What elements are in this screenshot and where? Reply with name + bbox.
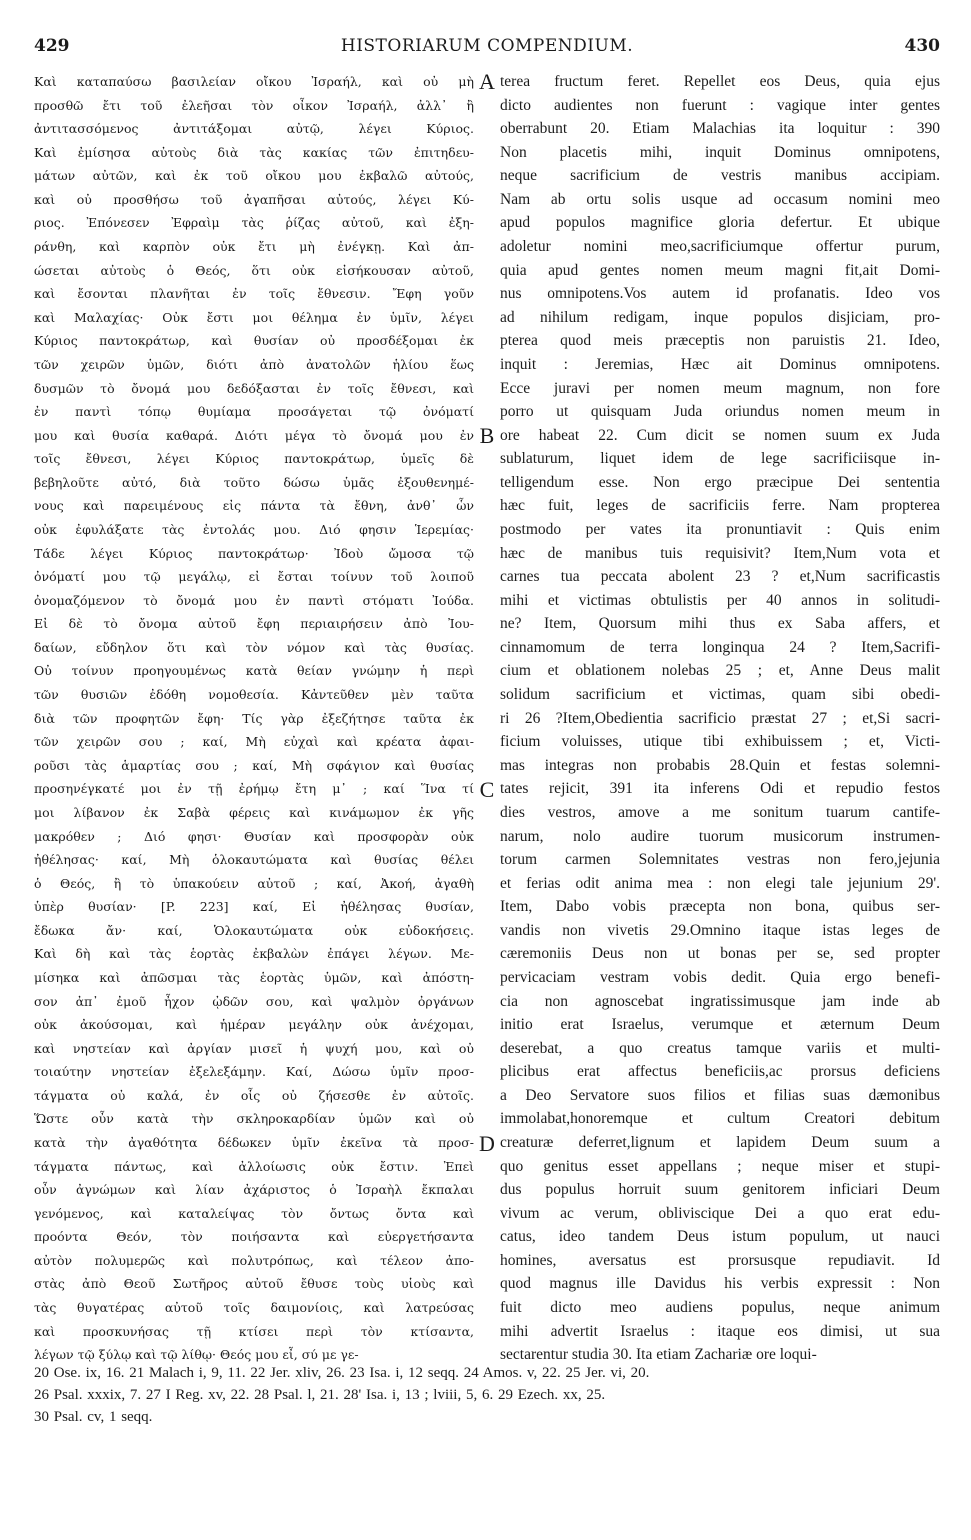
greek-text-line: τὰς θυγατέρας αὐτοῦ τοῖς δαιμονίοις, καὶ λατρεύσας	[34, 1300, 474, 1316]
latin-text-line: dies vestros, amove a me sonitum tuarum cantife-	[500, 803, 940, 821]
greek-text-line: μου καὶ θυσία καθαρά. Διότι μέγα τὸ ὄνομά μου ἐν	[34, 427, 474, 443]
latin-text-line: cium et oblationem nolebas 25 ; et, Anne Deus malit	[500, 662, 940, 680]
latin-text-line: plicibus erat affectus beneficiis,ac prorsus deficiens	[500, 1063, 940, 1081]
greek-text-line: οὐκ ἐφυλάξατε τὰς ἐντολάς μου. Διό φησιν Ἱερεμίας·	[34, 521, 474, 537]
latin-text-line: sublaturum, liquet idem de lege sacrificiisque in-	[500, 450, 940, 468]
greek-text-line: Ὥστε οὖν κατὰ τὴν σκληροκαρδίαν ὑμῶν καὶ οὐ	[34, 1111, 474, 1127]
latin-text-line: cæremoniis Deus non ut bonas per se, sed propter	[500, 945, 940, 963]
greek-text-line: λέγων τῷ ξύλῳ καὶ τῷ λίθῳ· Θεός μου εἶ, σύ με γε-	[34, 1347, 359, 1363]
latin-text-line: solidum sacrificium et victimas, quam sibi obedi-	[500, 686, 940, 704]
greek-text-line: τῶν χειρῶν σου ; καί, Μὴ εὐχαὶ καὶ κρέατα ἀφαι-	[34, 734, 474, 750]
greek-text-line: βεβηλοῦτε αὐτό, διὰ τοῦτο δώσω ὑμᾶς ἐξουθενημέ-	[34, 474, 474, 490]
page-number-right: 430	[904, 36, 940, 56]
greek-text-line: καὶ Μαλαχίας· Οὐκ ἔστι μοι θέλημα ἐν ὑμῖν, λέγει	[34, 309, 474, 325]
latin-text-line: ore habeat 22. Cum dicit se nomen suum ex Juda	[500, 426, 940, 444]
greek-text-line: ριος. Ἐπόνεσεν Ἐφραὶμ τὰς ῥίζας αὐτοῦ, καὶ ἐξη-	[34, 215, 474, 231]
latin-text-column	[500, 70, 940, 1367]
footnotes	[34, 1362, 940, 1428]
latin-text-line: creaturæ deferret,lignum et lapidem Deum suum a	[500, 1134, 940, 1152]
greek-text-column	[34, 70, 474, 1367]
latin-text-line: carnes tua peccata abolent 23 ? et,Num sacrificastis	[500, 568, 940, 586]
greek-text-line: ἀντιτασσόμενος ἀντιτάξομαι αὐτῷ, λέγει Κύριος.	[34, 121, 474, 137]
greek-text-line: ἔδωκα ἄν· καί, Ὁλοκαυτώματα οὐκ εὐδοκήσεις.	[34, 922, 474, 938]
greek-text-line: Οὐ τοίνυν προηγουμένως κατὰ θείαν γνώμην ἡ περὶ	[34, 663, 474, 679]
latin-text-line: mas integras non probabis 28.Quin et festas solemni-	[500, 756, 940, 774]
greek-text-line: σον ἀπ᾽ ἐμοῦ ἦχον ᾠδῶν σου, καὶ ψαλμὸν ὀργάνων	[34, 993, 474, 1009]
page-number-left: 429	[34, 36, 70, 56]
greek-text-line: καὶ οὐ προσθήσω τοῦ ἀγαπῆσαι αὐτούς, λέγει Κύ-	[34, 191, 474, 207]
greek-text-line: ράνθη, καὶ καρπὸν οὐκ ἔτι μὴ ἐνέγκῃ. Καὶ ἀπ-	[34, 239, 474, 255]
footnote-line: 30 Psal. cv, 1 seqq.	[34, 1409, 153, 1425]
latin-text-line: sectarentur studia 30. Ita etiam Zachariæ ore loqui-	[500, 1346, 817, 1364]
greek-text-line: ὑπὲρ θυσίαν· [P. 223] καί, Εἰ ἠθέλησας θυσίαν,	[34, 899, 474, 915]
latin-text-line: ficium voluisses, utique tibi exhibuissem ; et, Victi-	[500, 733, 940, 751]
greek-text-line: κατὰ τὴν ἀγαθότητα δέδωκεν ὑμῖν ἐκεῖνα τὰ προσ-	[34, 1135, 474, 1151]
margin-marker-b: B	[479, 423, 495, 448]
greek-text-line: δυσμῶν τὸ ὄνομά μου δεδόξασται ἐν τοῖς ἔθνεσι, καὶ	[34, 380, 474, 396]
greek-text-line: Τάδε λέγει Κύριος παντοκράτωρ· Ἰδοὺ ὤμοσα τῷ	[34, 545, 474, 561]
greek-text-line: διὰ τῶν προφητῶν ἔφη· Τίς γὰρ ἐξεζήτησε ταῦτα ἐκ	[34, 710, 474, 726]
greek-text-line: καὶ ἔσονται πλανῆται ἐν τοῖς ἔθνεσιν. Ἔφη γοῦν	[34, 286, 474, 302]
latin-text-line: immolabat,honoremque et cultum Creatori debitum	[500, 1110, 940, 1128]
latin-text-line: cia non agnoscebat ingratissimusque jam inde ab	[500, 992, 940, 1010]
latin-text-line: mihi advertit Israelus : itaque eos dimisi, ut sua	[500, 1322, 940, 1340]
latin-text-line: ri 26 ?Item,Obedientia sacrificio præstat 27 ; et,Si sacri-	[500, 709, 940, 727]
latin-text-line: tates rejicit, 391 ita inferens Odi et repudio festos	[500, 780, 940, 798]
latin-text-line: quod magnus ille Davidus his verbis expressit : Non	[500, 1275, 940, 1293]
greek-text-line: προόντα Θεόν, τὸν ποιήσαντα καὶ εὐεργετήσαντα	[34, 1229, 474, 1245]
latin-text-line: dicto audientes non fuerunt : vagique inter gentes	[500, 96, 940, 114]
latin-text-line: Ecce juravi per nomen meum magnum, non fore	[500, 379, 940, 397]
latin-text-line: quo genitus esset appellans ; neque miser et stupi-	[500, 1157, 940, 1175]
margin-marker-a: A	[479, 69, 495, 94]
latin-text-line: initio erat Israelus, verumque et æternum Deum	[500, 1016, 940, 1034]
latin-text-line: ad nihilum redigam, inque populos disjiciam, pro-	[500, 308, 940, 326]
greek-text-line: τάγματα πάντως, καὶ ἀλλοίωσις οὐκ ἔστιν. Ἐπεὶ	[34, 1158, 474, 1174]
greek-text-line: μίσηκα καὶ ἀπῶσμαι τὰς ἑορτὰς ὑμῶν, καὶ ἀπόστη-	[34, 969, 474, 985]
greek-text-line: ὀνομαζόμενον τὸ ὄνομά μου ἐν παντὶ στόματι Ἰούδα.	[34, 592, 474, 608]
greek-text-line: ώσεται αὐτοὺς ὁ Θεός, ὅτι οὐκ εἰσήκουσαν αὐτοῦ,	[34, 262, 474, 278]
greek-text-line: τοῖς ἔθνεσι, λέγει Κύριος παντοκράτωρ, ὑμεῖς δὲ	[34, 451, 474, 467]
greek-text-line: ἐν παντὶ τόπῳ θυμίαμα προσάγεται τῷ ὀνόματί	[34, 404, 474, 420]
greek-text-line: Καὶ ἐμίσησα αὐτοὺς διὰ τὰς κακίας τῶν ἐπιτηδευ-	[34, 144, 474, 160]
greek-text-line: Κύριος παντοκράτωρ, καὶ θυσίαν οὐ προσδέξομαι ἐκ	[34, 333, 474, 349]
latin-text-line: pterea quod meis præceptis non paruistis 21. Ideo,	[500, 332, 940, 350]
latin-text-line: deserebat, a quo creatus tamque variis et multi-	[500, 1039, 940, 1057]
margin-marker-d: D	[479, 1131, 495, 1156]
latin-text-line: apud populos magnifice gloria defertur. Et ubique	[500, 214, 940, 232]
latin-text-line: ne? Item, Quorsum mihi thus ex Saba affers, et	[500, 615, 940, 633]
latin-text-line: nus omnipotens.Vos autem id profanatis. Ideo vos	[500, 285, 940, 303]
greek-text-line: στὰς ἀπὸ Θεοῦ Σωτῆρος αὐτοῦ ἔθυσε τοὺς υἱοὺς καὶ	[34, 1276, 474, 1292]
latin-text-line: homines, aversatus est prorsusque repudiavit. Id	[500, 1251, 940, 1269]
greek-text-line: ἠθέλησας· καί, Μὴ ὁλοκαυτώματα καὶ θυσίας θέλει	[34, 852, 474, 868]
latin-text-line: oberrabunt 20. Etiam Malachias ita loquitur : 390	[500, 120, 940, 138]
greek-text-line: τῶν χειρῶν ὑμῶν, διότι ἀπὸ ἀνατολῶν ἡλίου ἕως	[34, 356, 474, 372]
greek-text-line: ὁ Θεός, ἢ τὸ ὑπακούειν αὐτοῦ ; καί, Ἀκοή, ἀγαθὴ	[34, 875, 474, 891]
latin-text-line: a Deo Servatore suos filios et filias suas dæmonibus	[500, 1086, 940, 1104]
greek-text-line: ροῦσι τὰς ἁμαρτίας σου ; καί, Μὴ σφάγιον καὶ θυσίας	[34, 757, 474, 773]
greek-text-line: μάτων αὐτῶν, καὶ ἐκ τοῦ οἴκου μου ἐκβαλῶ αὐτούς,	[34, 168, 474, 184]
latin-text-line: fuit dicto meo audiens populus, neque animum	[500, 1299, 940, 1317]
greek-text-line: μακρόθεν ; Διό φησι· Θυσίαν καὶ προσφορὰν οὐκ	[34, 828, 474, 844]
latin-text-line: et ferias odit anima mea : non elegi tale jejunium 29'.	[500, 874, 940, 892]
latin-text-line: cinnamomum de terra longinqua 24 ? Item,Sacrifi-	[500, 638, 940, 656]
latin-text-line: mihi et victimas obtulistis per 40 annos in solitudi-	[500, 591, 940, 609]
margin-marker-c: C	[479, 777, 495, 802]
greek-text-line: τοιαύτην νηστείαν ἐξελεξάμην. Καί, Δώσω ὑμῖν προσ-	[34, 1064, 474, 1080]
greek-text-line: γενόμενος, καὶ καταλείψας τὸν ὄντως ὄντα καὶ	[34, 1205, 474, 1221]
greek-text-line: τάγματα οὐ καλά, ἐν οἷς οὐ ζήσεσθε ἐν αὐτοῖς.	[34, 1087, 474, 1103]
greek-text-line: τῶν θυσιῶν ἐδόθη νομοθεσία. Κἀντεῦθεν μὲν ταῦτα	[34, 687, 474, 703]
greek-text-line: οὖν ἀγνώμων καὶ λίαν ἀχάριστος ὁ Ἰσραὴλ ἔκπαλαι	[34, 1182, 474, 1198]
latin-text-line: catus, ideo tandem Deus istum populum, ut nauci	[500, 1228, 940, 1246]
greek-text-line: καὶ προσκυνήσας τῇ κτίσει περὶ τὸν κτίσαντα,	[34, 1323, 474, 1339]
latin-text-line: porro ut quisquam Juda oriundus nomen meum in	[500, 403, 940, 421]
latin-text-line: vandis non vivetis 29.Omnino itaque istas leges de	[500, 921, 940, 939]
latin-text-line: terea fructum feret. Repellet eos Deus, quia ejus	[500, 73, 940, 90]
greek-text-line: μοι λίβανον ἐκ Σαβὰ φέρεις καὶ κινάμωμον ἐκ γῆς	[34, 804, 474, 820]
greek-text-line: δαίων, εὔδηλον ὅτι καὶ τὸν νόμον καὶ τὰς θυσίας.	[34, 639, 474, 655]
footnote-line: 20 Ose. ix, 16. 21 Malach i, 9, 11. 22 Jer. xliv, 26. 23 Isa. i, 12 seqq. 24 Amos. v, 22. 25 Jer. vi, 20.	[34, 1365, 650, 1381]
greek-text-line: Εἰ δὲ τὸ ὄνομα αὐτοῦ ἔφη περιαιρήσειν ἀπὸ Ἰου-	[34, 616, 474, 632]
greek-text-line: νους καὶ παρειμένους εἰς πάντα τὰ ἔθνη, ἀνθ᾽ ὧν	[34, 498, 474, 514]
greek-text-line: Καὶ καταπαύσω βασιλείαν οἴκου Ἰσραήλ, καὶ οὐ μὴ	[34, 74, 474, 89]
latin-text-line: Non placetis mihi, inquit Dominus omnipotens,	[500, 143, 940, 161]
latin-text-line: hæc de manibus tuis requisivit? Item,Num vota et	[500, 544, 940, 562]
greek-text-line: προσηνέγκατέ μοι ἐν τῇ ἐρήμῳ ἔτη μ᾽ ; καί Ἵνα τί	[34, 781, 474, 797]
latin-text-line: quia apud gentes nomen meum magni fit,ait Domi-	[500, 261, 940, 279]
greek-text-line: καὶ νηστείαν καὶ ἀργίαν μισεῖ ἡ ψυχή μου, καὶ οὐ	[34, 1040, 474, 1056]
latin-text-line: torum carmen Solemnitates vestras non fero,jejunia	[500, 851, 940, 869]
greek-text-line: ὀνόματί μου τῷ μεγάλῳ, εἰ ἔσται τοίνυν τοῦ λοιποῦ	[34, 569, 474, 585]
greek-text-line: αὐτὸν πολυμερῶς καὶ πολυτρόπως, καὶ τέλεον ἀπο-	[34, 1252, 474, 1268]
latin-text-line: dus populus horruit suum genitorem inficiari Deum	[500, 1181, 940, 1199]
footnote-line: 26 Psal. xxxix, 7. 27 I Reg. xv, 22. 28 Psal. l, 21. 28' Isa. i, 13 ; lviii, 5, 6. 29 Ezech. xx, 25.	[34, 1387, 606, 1403]
latin-text-line: inquit : Jeremias, Hæc ait Dominus omnipotens.	[500, 355, 940, 373]
latin-text-line: vivum ac verum, obliviscique Dei a quo erat edu-	[500, 1204, 940, 1222]
latin-text-line: narum, nolo audire tuorum musicorum instrumen-	[500, 827, 940, 845]
latin-text-line: Nam ab ortu solis usque ad occasum nomini meo	[500, 190, 940, 208]
latin-text-line: hæc fuit, leges de sacrificiis ferre. Nam propterea	[500, 497, 940, 515]
latin-text-line: Item, Dabo vobis præcepta non bona, quibus ser-	[500, 898, 940, 916]
greek-text-line: οὐκ ἀκούσομαι, καὶ ἡμέραν μεγάλην οὐκ ἀνέχομαι,	[34, 1017, 474, 1033]
greek-text-line: Καὶ δὴ καὶ τὰς ἑορτὰς ἐκβαλὼν ἐπάγει λέγων. Με-	[34, 946, 474, 962]
latin-text-line: adoletur nomini meo,sacrificiumque offertur purum,	[500, 238, 940, 256]
latin-text-line: pervicaciam vestram vobis dedit. Quia ergo benefi-	[500, 968, 940, 986]
latin-text-line: neque sacrificium de vestris manibus accipiam.	[500, 167, 940, 185]
latin-text-line: telligendum esse. Non ergo præcipue Dei sententia	[500, 473, 940, 491]
running-header	[34, 36, 940, 60]
latin-text-line: postmodo per vates ita pronuntiavit : Quis enim	[500, 520, 940, 538]
running-head-title: HISTORIARUM COMPENDIUM.	[340, 36, 634, 56]
greek-text-line: προσθῶ ἔτι τοῦ ἐλεῆσαι τὸν οἶκον Ἰσραήλ, ἀλλ᾽ ἢ	[34, 97, 474, 113]
